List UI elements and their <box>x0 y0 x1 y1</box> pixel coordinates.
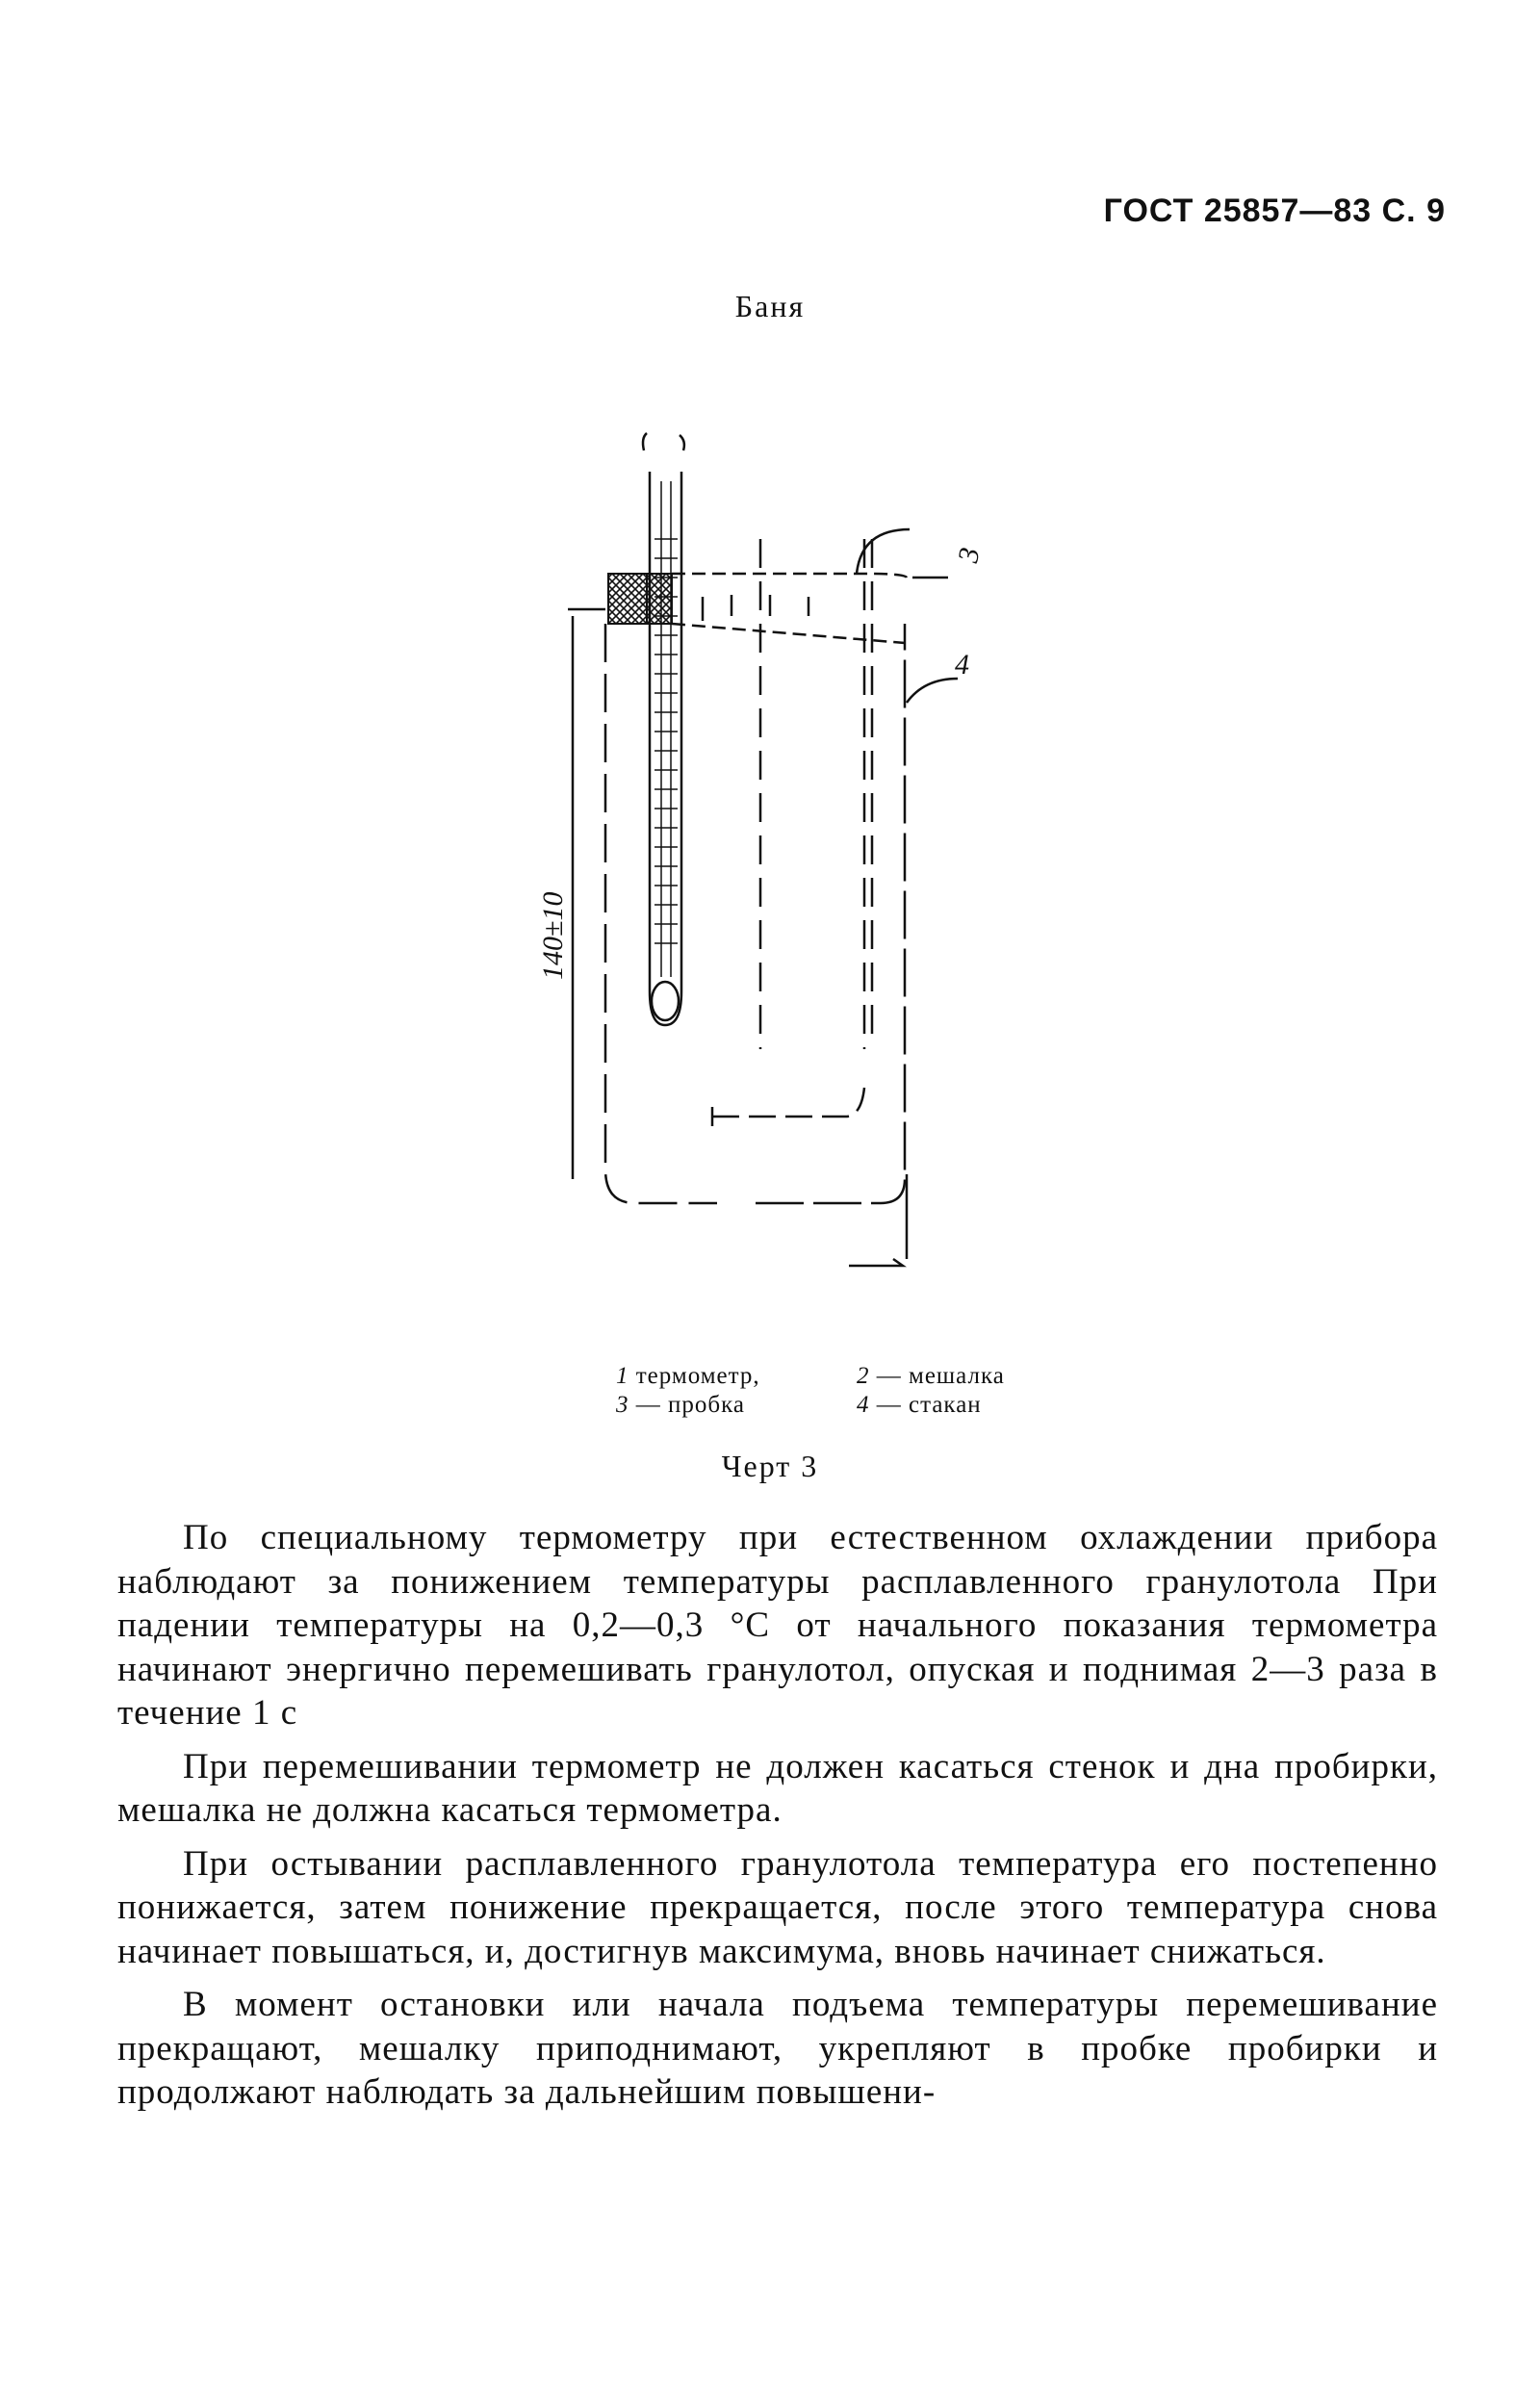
bath-apparatus-drawing <box>520 424 1001 1290</box>
dimension-label: 140±10 <box>537 891 569 980</box>
thermometer <box>650 472 681 1025</box>
legend-text-1: термометр, <box>635 1363 760 1389</box>
legend-text-4: стакан <box>909 1392 982 1418</box>
legend-item-4: 4 — стакан <box>857 1392 982 1418</box>
page-header: ГОСТ 25857—83 С. 9 <box>1103 193 1446 229</box>
callout-3: 3 <box>952 545 987 565</box>
dimension-line <box>568 609 605 1179</box>
paragraph-4: В момент остановки или начала подъема температуры перемешивание прекращают, мешалку приподнимают, укрепляют в пробке пробирки и продолжают наблюдать за дальнейшим повышени- <box>117 1985 1438 2112</box>
legend-text-3: пробка <box>668 1392 745 1418</box>
legend-row-2 <box>616 1391 1116 1420</box>
stopper-hatched <box>608 574 647 624</box>
legend-row-1 <box>616 1362 1116 1391</box>
callout-4: 4 <box>955 649 969 681</box>
thermometer-cap <box>643 433 684 450</box>
callout-leader-4 <box>907 679 958 703</box>
legend-text-2: мешалка <box>909 1363 1005 1389</box>
beaker-edge-marker <box>849 1174 907 1266</box>
paragraph-2: При перемешивании термометр не должен касаться стенок и дна пробирки, мешалка не должна касаться термометра. <box>117 1746 1438 1830</box>
body-text <box>117 1516 1438 2124</box>
figure-caption: Черт 3 <box>721 1449 819 1483</box>
legend-item-3: 3 — пробка <box>616 1392 745 1418</box>
test-tube <box>760 539 872 1049</box>
figure-title: Баня <box>734 289 806 323</box>
legend-item-2: 2 — мешалка <box>857 1363 1005 1389</box>
stirrer <box>712 1088 864 1117</box>
legend-item-1: 1 термометр, <box>616 1363 760 1389</box>
paragraph-3: При остывании расплавленного гранулотола температура его постепенно понижается, затем понижение прекращается, после этого температура снова начинает повышаться, и, достигнув максимума, вновь начинает снижаться. <box>117 1843 1438 1971</box>
paragraph-1: По специальному термометру при естественном охлаждении прибора наблюдают за понижением температуры расплавленного гранулотола При падении температуры на 0,2—0,3 °С от начального показания термометра начинают энергично перемешивать гранулотол, опуская и поднимая 2—3 раза в течение 1 с <box>117 1518 1438 1733</box>
figure-legend <box>616 1362 1116 1420</box>
